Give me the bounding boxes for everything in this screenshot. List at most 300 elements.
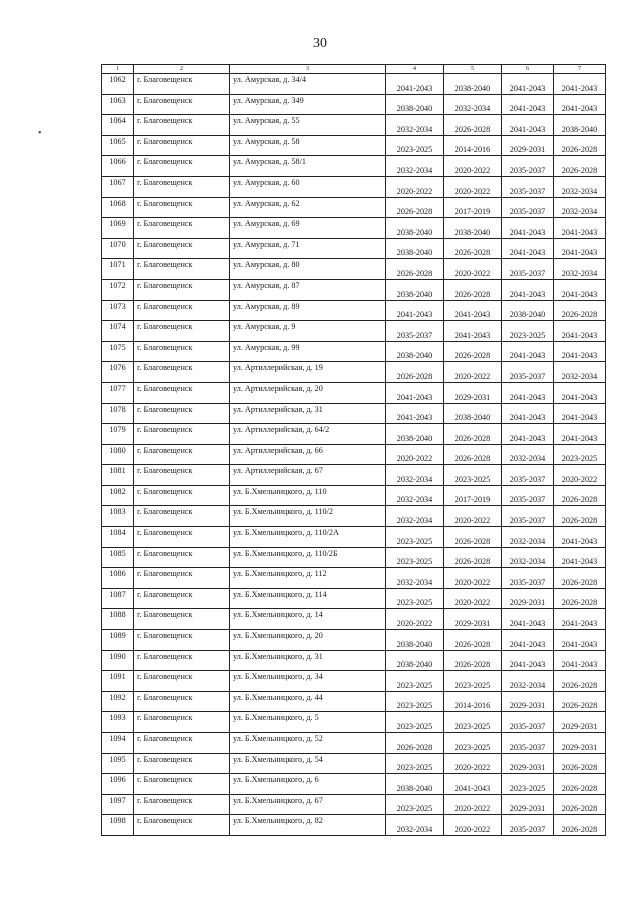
row-number: 1078 bbox=[102, 403, 134, 424]
period-cell-col4: 2023-2025 bbox=[386, 547, 444, 568]
row-number: 1067 bbox=[102, 176, 134, 197]
table-row bbox=[102, 176, 606, 197]
city-cell: г. Благовещенск bbox=[134, 300, 230, 321]
city-cell: г. Благовещенск bbox=[134, 774, 230, 795]
period-cell-col7: 2026-2028 bbox=[554, 485, 606, 506]
row-number: 1065 bbox=[102, 135, 134, 156]
period-cell-col6: 2023-2025 bbox=[502, 321, 554, 342]
city-cell: г. Благовещенск bbox=[134, 794, 230, 815]
table-row bbox=[102, 156, 606, 177]
address-cell: ул. Амурская, д. 99 bbox=[230, 341, 386, 362]
column-header-1: 1 bbox=[102, 65, 134, 74]
address-cell: ул. Амурская, д. 9 bbox=[230, 321, 386, 342]
period-cell-col7: 2026-2028 bbox=[554, 588, 606, 609]
city-cell: г. Благовещенск bbox=[134, 382, 230, 403]
city-cell: г. Благовещенск bbox=[134, 444, 230, 465]
address-cell: ул. Артиллерийская, д. 67 bbox=[230, 465, 386, 486]
period-cell-col6: 2032-2034 bbox=[502, 527, 554, 548]
period-cell-col6: 2029-2031 bbox=[502, 135, 554, 156]
city-cell: г. Благовещенск bbox=[134, 650, 230, 671]
period-cell-col6: 2041-2043 bbox=[502, 630, 554, 651]
period-cell-col5: 2026-2028 bbox=[444, 650, 502, 671]
table-row bbox=[102, 733, 606, 754]
period-cell-col5: 2041-2043 bbox=[444, 300, 502, 321]
period-cell-col6: 2035-2037 bbox=[502, 362, 554, 383]
period-cell-col4: 2041-2043 bbox=[386, 382, 444, 403]
address-cell: ул. Амурская, д. 80 bbox=[230, 259, 386, 280]
city-cell: г. Благовещенск bbox=[134, 465, 230, 486]
row-number: 1093 bbox=[102, 712, 134, 733]
address-cell: ул. Б.Хмельницкого, д. 82 bbox=[230, 815, 386, 836]
table-row bbox=[102, 691, 606, 712]
address-cell: ул. Б.Хмельницкого, д. 110/2 bbox=[230, 506, 386, 527]
period-cell-col4: 2020-2022 bbox=[386, 444, 444, 465]
table-row bbox=[102, 300, 606, 321]
table-row bbox=[102, 650, 606, 671]
row-number: 1081 bbox=[102, 465, 134, 486]
address-cell: ул. Амурская, д. 58 bbox=[230, 135, 386, 156]
address-cell: ул. Амурская, д. 62 bbox=[230, 197, 386, 218]
table-row bbox=[102, 527, 606, 548]
row-number: 1096 bbox=[102, 774, 134, 795]
column-header-2: 2 bbox=[134, 65, 230, 74]
table-row bbox=[102, 238, 606, 259]
period-cell-col6: 2035-2037 bbox=[502, 815, 554, 836]
period-cell-col6: 2032-2034 bbox=[502, 547, 554, 568]
city-cell: г. Благовещенск bbox=[134, 238, 230, 259]
address-cell: ул. Б.Хмельницкого, д. 110/2А bbox=[230, 527, 386, 548]
period-cell-col4: 2038-2040 bbox=[386, 341, 444, 362]
city-cell: г. Благовещенск bbox=[134, 547, 230, 568]
period-cell-col5: 2026-2028 bbox=[444, 238, 502, 259]
table-row bbox=[102, 815, 606, 836]
city-cell: г. Благовещенск bbox=[134, 279, 230, 300]
city-cell: г. Благовещенск bbox=[134, 753, 230, 774]
period-cell-col5: 2026-2028 bbox=[444, 279, 502, 300]
column-header-7: 7 bbox=[554, 65, 606, 74]
period-cell-col6: 2035-2037 bbox=[502, 712, 554, 733]
address-cell: ул. Б.Хмельницкого, д. 31 bbox=[230, 650, 386, 671]
city-cell: г. Благовещенск bbox=[134, 485, 230, 506]
row-number: 1066 bbox=[102, 156, 134, 177]
period-cell-col6: 2041-2043 bbox=[502, 238, 554, 259]
period-cell-col5: 2026-2028 bbox=[444, 547, 502, 568]
housing-repair-schedule-table bbox=[101, 64, 606, 836]
address-cell: ул. Б.Хмельницкого, д. 20 bbox=[230, 630, 386, 651]
address-cell: ул. Б.Хмельницкого, д. 5 bbox=[230, 712, 386, 733]
period-cell-col6: 2032-2034 bbox=[502, 444, 554, 465]
row-number: 1089 bbox=[102, 630, 134, 651]
period-cell-col4: 2041-2043 bbox=[386, 300, 444, 321]
period-cell-col5: 2020-2022 bbox=[444, 259, 502, 280]
period-cell-col7: 2020-2022 bbox=[554, 465, 606, 486]
period-cell-col5: 2026-2028 bbox=[444, 527, 502, 548]
row-number: 1079 bbox=[102, 424, 134, 445]
table-row bbox=[102, 630, 606, 651]
period-cell-col5: 2020-2022 bbox=[444, 362, 502, 383]
period-cell-col4: 2020-2022 bbox=[386, 609, 444, 630]
city-cell: г. Благовещенск bbox=[134, 424, 230, 445]
period-cell-col6: 2041-2043 bbox=[502, 382, 554, 403]
period-cell-col7: 2026-2028 bbox=[554, 815, 606, 836]
table-row bbox=[102, 94, 606, 115]
city-cell: г. Благовещенск bbox=[134, 135, 230, 156]
period-cell-col7: 2026-2028 bbox=[554, 691, 606, 712]
period-cell-col4: 2026-2028 bbox=[386, 362, 444, 383]
period-cell-col5: 2020-2022 bbox=[444, 176, 502, 197]
period-cell-col7: 2041-2043 bbox=[554, 94, 606, 115]
city-cell: г. Благовещенск bbox=[134, 733, 230, 754]
period-cell-col6: 2029-2031 bbox=[502, 794, 554, 815]
row-number: 1068 bbox=[102, 197, 134, 218]
table-row bbox=[102, 485, 606, 506]
period-cell-col5: 2026-2028 bbox=[444, 341, 502, 362]
row-number: 1070 bbox=[102, 238, 134, 259]
period-cell-col5: 2020-2022 bbox=[444, 588, 502, 609]
address-cell: ул. Амурская, д. 58/1 bbox=[230, 156, 386, 177]
period-cell-col5: 2014-2016 bbox=[444, 691, 502, 712]
period-cell-col7: 2041-2043 bbox=[554, 279, 606, 300]
city-cell: г. Благовещенск bbox=[134, 712, 230, 733]
period-cell-col6: 2035-2037 bbox=[502, 506, 554, 527]
city-cell: г. Благовещенск bbox=[134, 671, 230, 692]
table-row bbox=[102, 671, 606, 692]
period-cell-col7: 2041-2043 bbox=[554, 382, 606, 403]
period-cell-col4: 2023-2025 bbox=[386, 671, 444, 692]
period-cell-col6: 2041-2043 bbox=[502, 609, 554, 630]
row-number: 1084 bbox=[102, 527, 134, 548]
address-cell: ул. Б.Хмельницкого, д. 110/2Б bbox=[230, 547, 386, 568]
address-cell: ул. Б.Хмельницкого, д. 34 bbox=[230, 671, 386, 692]
address-cell: ул. Б.Хмельницкого, д. 112 bbox=[230, 568, 386, 589]
address-cell: ул. Артиллерийская, д. 19 bbox=[230, 362, 386, 383]
period-cell-col5: 2017-2019 bbox=[444, 485, 502, 506]
row-number: 1091 bbox=[102, 671, 134, 692]
city-cell: г. Благовещенск bbox=[134, 630, 230, 651]
city-cell: г. Благовещенск bbox=[134, 588, 230, 609]
period-cell-col5: 2026-2028 bbox=[444, 115, 502, 136]
period-cell-col4: 2038-2040 bbox=[386, 650, 444, 671]
period-cell-col6: 2041-2043 bbox=[502, 403, 554, 424]
period-cell-col7: 2041-2043 bbox=[554, 238, 606, 259]
period-cell-col7: 2041-2043 bbox=[554, 547, 606, 568]
period-cell-col4: 2032-2034 bbox=[386, 568, 444, 589]
period-cell-col7: 2026-2028 bbox=[554, 156, 606, 177]
row-number: 1097 bbox=[102, 794, 134, 815]
period-cell-col6: 2041-2043 bbox=[502, 424, 554, 445]
period-cell-col5: 2038-2040 bbox=[444, 218, 502, 239]
period-cell-col4: 2026-2028 bbox=[386, 197, 444, 218]
period-cell-col4: 2041-2043 bbox=[386, 74, 444, 95]
period-cell-col4: 2035-2037 bbox=[386, 321, 444, 342]
table-row bbox=[102, 794, 606, 815]
period-cell-col7: 2041-2043 bbox=[554, 74, 606, 95]
address-cell: ул. Б.Хмельницкого, д. 14 bbox=[230, 609, 386, 630]
period-cell-col5: 2023-2025 bbox=[444, 712, 502, 733]
period-cell-col7: 2032-2034 bbox=[554, 259, 606, 280]
city-cell: г. Благовещенск bbox=[134, 74, 230, 95]
period-cell-col6: 2041-2043 bbox=[502, 94, 554, 115]
city-cell: г. Благовещенск bbox=[134, 362, 230, 383]
table-row bbox=[102, 279, 606, 300]
row-number: 1072 bbox=[102, 279, 134, 300]
period-cell-col7: 2026-2028 bbox=[554, 300, 606, 321]
period-cell-col7: 2023-2025 bbox=[554, 444, 606, 465]
period-cell-col4: 2032-2034 bbox=[386, 465, 444, 486]
period-cell-col7: 2041-2043 bbox=[554, 321, 606, 342]
period-cell-col5: 2023-2025 bbox=[444, 671, 502, 692]
table-row bbox=[102, 403, 606, 424]
column-header-3: 3 bbox=[230, 65, 386, 74]
address-cell: ул. Амурская, д. 87 bbox=[230, 279, 386, 300]
address-cell: ул. Амурская, д. 69 bbox=[230, 218, 386, 239]
period-cell-col4: 2026-2028 bbox=[386, 259, 444, 280]
city-cell: г. Благовещенск bbox=[134, 403, 230, 424]
period-cell-col7: 2026-2028 bbox=[554, 671, 606, 692]
period-cell-col4: 2032-2034 bbox=[386, 156, 444, 177]
margin-mark: • bbox=[38, 128, 42, 139]
period-cell-col7: 2032-2034 bbox=[554, 362, 606, 383]
period-cell-col7: 2032-2034 bbox=[554, 176, 606, 197]
period-cell-col5: 2038-2040 bbox=[444, 74, 502, 95]
period-cell-col6: 2035-2037 bbox=[502, 259, 554, 280]
column-number-header-row bbox=[102, 65, 606, 74]
address-cell: ул. Б.Хмельницкого, д. 6 bbox=[230, 774, 386, 795]
period-cell-col6: 2029-2031 bbox=[502, 691, 554, 712]
period-cell-col5: 2026-2028 bbox=[444, 424, 502, 445]
period-cell-col6: 2035-2037 bbox=[502, 156, 554, 177]
city-cell: г. Благовещенск bbox=[134, 259, 230, 280]
city-cell: г. Благовещенск bbox=[134, 609, 230, 630]
period-cell-col5: 2023-2025 bbox=[444, 733, 502, 754]
period-cell-col4: 2038-2040 bbox=[386, 238, 444, 259]
period-cell-col6: 2041-2043 bbox=[502, 279, 554, 300]
city-cell: г. Благовещенск bbox=[134, 691, 230, 712]
period-cell-col4: 2032-2034 bbox=[386, 815, 444, 836]
period-cell-col6: 2029-2031 bbox=[502, 753, 554, 774]
period-cell-col5: 2026-2028 bbox=[444, 630, 502, 651]
period-cell-col4: 2023-2025 bbox=[386, 135, 444, 156]
table-row bbox=[102, 568, 606, 589]
period-cell-col7: 2026-2028 bbox=[554, 753, 606, 774]
period-cell-col4: 2038-2040 bbox=[386, 424, 444, 445]
period-cell-col7: 2029-2031 bbox=[554, 712, 606, 733]
period-cell-col4: 2026-2028 bbox=[386, 733, 444, 754]
period-cell-col6: 2035-2037 bbox=[502, 197, 554, 218]
period-cell-col5: 2032-2034 bbox=[444, 94, 502, 115]
row-number: 1092 bbox=[102, 691, 134, 712]
period-cell-col4: 2023-2025 bbox=[386, 527, 444, 548]
period-cell-col7: 2041-2043 bbox=[554, 630, 606, 651]
period-cell-col7: 2026-2028 bbox=[554, 774, 606, 795]
period-cell-col6: 2035-2037 bbox=[502, 176, 554, 197]
city-cell: г. Благовещенск bbox=[134, 341, 230, 362]
period-cell-col5: 2041-2043 bbox=[444, 774, 502, 795]
table-row bbox=[102, 197, 606, 218]
city-cell: г. Благовещенск bbox=[134, 176, 230, 197]
row-number: 1062 bbox=[102, 74, 134, 95]
row-number: 1090 bbox=[102, 650, 134, 671]
table-row bbox=[102, 465, 606, 486]
period-cell-col6: 2041-2043 bbox=[502, 218, 554, 239]
city-cell: г. Благовещенск bbox=[134, 568, 230, 589]
period-cell-col6: 2032-2034 bbox=[502, 671, 554, 692]
row-number: 1087 bbox=[102, 588, 134, 609]
table-row bbox=[102, 259, 606, 280]
row-number: 1077 bbox=[102, 382, 134, 403]
row-number: 1075 bbox=[102, 341, 134, 362]
city-cell: г. Благовещенск bbox=[134, 94, 230, 115]
table-row bbox=[102, 588, 606, 609]
column-header-6: 6 bbox=[502, 65, 554, 74]
period-cell-col4: 2038-2040 bbox=[386, 279, 444, 300]
row-number: 1083 bbox=[102, 506, 134, 527]
table-row bbox=[102, 753, 606, 774]
table-row bbox=[102, 424, 606, 445]
table-row bbox=[102, 774, 606, 795]
period-cell-col5: 2038-2040 bbox=[444, 403, 502, 424]
period-cell-col7: 2038-2040 bbox=[554, 115, 606, 136]
table-row bbox=[102, 382, 606, 403]
period-cell-col5: 2041-2043 bbox=[444, 321, 502, 342]
address-cell: ул. Амурская, д. 60 bbox=[230, 176, 386, 197]
period-cell-col6: 2029-2031 bbox=[502, 588, 554, 609]
period-cell-col7: 2041-2043 bbox=[554, 424, 606, 445]
period-cell-col7: 2041-2043 bbox=[554, 403, 606, 424]
row-number: 1074 bbox=[102, 321, 134, 342]
period-cell-col7: 2026-2028 bbox=[554, 794, 606, 815]
address-cell: ул. Артиллерийская, д. 20 bbox=[230, 382, 386, 403]
row-number: 1088 bbox=[102, 609, 134, 630]
table-row bbox=[102, 74, 606, 95]
table-row bbox=[102, 506, 606, 527]
table-row bbox=[102, 609, 606, 630]
period-cell-col7: 2029-2031 bbox=[554, 733, 606, 754]
period-cell-col6: 2035-2037 bbox=[502, 568, 554, 589]
table-row bbox=[102, 218, 606, 239]
period-cell-col7: 2026-2028 bbox=[554, 135, 606, 156]
period-cell-col6: 2035-2037 bbox=[502, 733, 554, 754]
period-cell-col4: 2020-2022 bbox=[386, 176, 444, 197]
table-row bbox=[102, 115, 606, 136]
row-number: 1095 bbox=[102, 753, 134, 774]
address-cell: ул. Амурская, д. 34/4 bbox=[230, 74, 386, 95]
period-cell-col4: 2023-2025 bbox=[386, 588, 444, 609]
table-row bbox=[102, 135, 606, 156]
period-cell-col7: 2041-2043 bbox=[554, 609, 606, 630]
city-cell: г. Благовещенск bbox=[134, 321, 230, 342]
period-cell-col6: 2038-2040 bbox=[502, 300, 554, 321]
period-cell-col6: 2041-2043 bbox=[502, 74, 554, 95]
period-cell-col5: 2020-2022 bbox=[444, 753, 502, 774]
period-cell-col5: 2023-2025 bbox=[444, 465, 502, 486]
address-cell: ул. Артиллерийская, д. 31 bbox=[230, 403, 386, 424]
row-number: 1085 bbox=[102, 547, 134, 568]
period-cell-col5: 2020-2022 bbox=[444, 815, 502, 836]
table-row bbox=[102, 362, 606, 383]
row-number: 1064 bbox=[102, 115, 134, 136]
city-cell: г. Благовещенск bbox=[134, 527, 230, 548]
address-cell: ул. Амурская, д. 55 bbox=[230, 115, 386, 136]
address-cell: ул. Б.Хмельницкого, д. 54 bbox=[230, 753, 386, 774]
period-cell-col7: 2041-2043 bbox=[554, 650, 606, 671]
period-cell-col7: 2032-2034 bbox=[554, 197, 606, 218]
address-cell: ул. Б.Хмельницкого, д. 67 bbox=[230, 794, 386, 815]
period-cell-col6: 2041-2043 bbox=[502, 341, 554, 362]
period-cell-col5: 2029-2031 bbox=[444, 609, 502, 630]
table-row bbox=[102, 547, 606, 568]
address-cell: ул. Б.Хмельницкого, д. 110 bbox=[230, 485, 386, 506]
period-cell-col5: 2026-2028 bbox=[444, 444, 502, 465]
period-cell-col7: 2026-2028 bbox=[554, 568, 606, 589]
period-cell-col5: 2017-2019 bbox=[444, 197, 502, 218]
period-cell-col4: 2023-2025 bbox=[386, 753, 444, 774]
address-cell: ул. Б.Хмельницкого, д. 44 bbox=[230, 691, 386, 712]
period-cell-col4: 2038-2040 bbox=[386, 774, 444, 795]
period-cell-col4: 2038-2040 bbox=[386, 630, 444, 651]
period-cell-col4: 2041-2043 bbox=[386, 403, 444, 424]
row-number: 1080 bbox=[102, 444, 134, 465]
period-cell-col7: 2041-2043 bbox=[554, 527, 606, 548]
period-cell-col7: 2041-2043 bbox=[554, 218, 606, 239]
address-cell: ул. Амурская, д. 71 bbox=[230, 238, 386, 259]
table-body bbox=[102, 74, 606, 836]
city-cell: г. Благовещенск bbox=[134, 218, 230, 239]
table-row bbox=[102, 712, 606, 733]
row-number: 1094 bbox=[102, 733, 134, 754]
row-number: 1098 bbox=[102, 815, 134, 836]
address-cell: ул. Артиллерийская, д. 64/2 bbox=[230, 424, 386, 445]
city-cell: г. Благовещенск bbox=[134, 156, 230, 177]
period-cell-col5: 2020-2022 bbox=[444, 568, 502, 589]
period-cell-col6: 2035-2037 bbox=[502, 465, 554, 486]
period-cell-col5: 2020-2022 bbox=[444, 156, 502, 177]
address-cell: ул. Б.Хмельницкого, д. 52 bbox=[230, 733, 386, 754]
row-number: 1073 bbox=[102, 300, 134, 321]
period-cell-col5: 2029-2031 bbox=[444, 382, 502, 403]
column-header-4: 4 bbox=[386, 65, 444, 74]
period-cell-col4: 2038-2040 bbox=[386, 94, 444, 115]
period-cell-col6: 2041-2043 bbox=[502, 115, 554, 136]
period-cell-col4: 2023-2025 bbox=[386, 794, 444, 815]
period-cell-col4: 2032-2034 bbox=[386, 485, 444, 506]
row-number: 1063 bbox=[102, 94, 134, 115]
period-cell-col4: 2032-2034 bbox=[386, 506, 444, 527]
period-cell-col5: 2014-2016 bbox=[444, 135, 502, 156]
period-cell-col7: 2041-2043 bbox=[554, 341, 606, 362]
city-cell: г. Благовещенск bbox=[134, 506, 230, 527]
period-cell-col4: 2023-2025 bbox=[386, 712, 444, 733]
period-cell-col6: 2023-2025 bbox=[502, 774, 554, 795]
city-cell: г. Благовещенск bbox=[134, 115, 230, 136]
period-cell-col4: 2023-2025 bbox=[386, 691, 444, 712]
row-number: 1082 bbox=[102, 485, 134, 506]
period-cell-col5: 2020-2022 bbox=[444, 794, 502, 815]
table-row bbox=[102, 341, 606, 362]
row-number: 1071 bbox=[102, 259, 134, 280]
address-cell: ул. Амурская, д. 349 bbox=[230, 94, 386, 115]
row-number: 1086 bbox=[102, 568, 134, 589]
row-number: 1076 bbox=[102, 362, 134, 383]
period-cell-col4: 2032-2034 bbox=[386, 115, 444, 136]
address-cell: ул. Б.Хмельницкого, д. 114 bbox=[230, 588, 386, 609]
period-cell-col7: 2026-2028 bbox=[554, 506, 606, 527]
period-cell-col4: 2038-2040 bbox=[386, 218, 444, 239]
address-cell: ул. Артиллерийская, д. 66 bbox=[230, 444, 386, 465]
period-cell-col5: 2020-2022 bbox=[444, 506, 502, 527]
table-row bbox=[102, 444, 606, 465]
table-row bbox=[102, 321, 606, 342]
